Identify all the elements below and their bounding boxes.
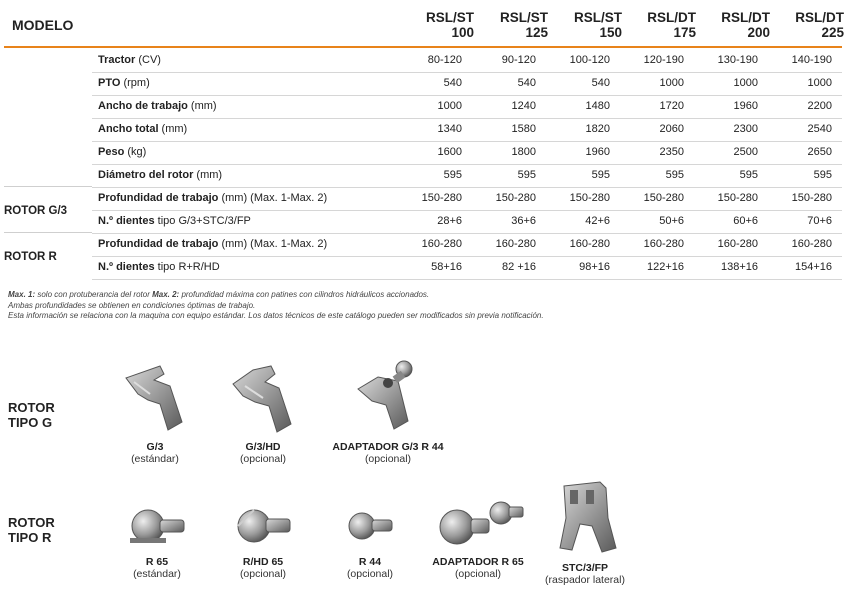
table-cell: 42+6 <box>585 215 610 227</box>
table-cell: 140-190 <box>791 54 832 66</box>
group-divider <box>4 232 92 233</box>
table-cell: 1800 <box>511 146 536 158</box>
table-cell: 595 <box>443 169 462 181</box>
row-label: Profundidad de trabajo (mm) (Max. 1-Max. 2) <box>98 238 328 250</box>
table-cell: 595 <box>665 169 684 181</box>
row-label: Tractor (CV) <box>98 54 161 66</box>
table-cell: 1960 <box>585 146 610 158</box>
table-cell: 1000 <box>807 77 832 89</box>
group-label-rotor-r: ROTOR R <box>4 251 57 263</box>
group-label-rotor-g3: ROTOR G/3 <box>4 205 68 217</box>
table-cell: 36+6 <box>511 215 536 227</box>
tool-item <box>418 495 538 580</box>
table-row <box>92 187 842 211</box>
tool-item <box>218 360 308 465</box>
tool-name: STC/3/FP <box>561 562 609 574</box>
g3-tooth-icon <box>120 360 190 435</box>
tool-name: ADAPTADOR R 65 <box>432 556 524 568</box>
tool-desc: (opcional) <box>346 568 394 580</box>
table-cell: 154+16 <box>794 261 832 273</box>
tool-desc: (opcional) <box>239 453 287 465</box>
table-cell: 160-280 <box>791 238 832 250</box>
footnote-line: Max. 1: solo con protuberancia del rotor Max. 2: profundidad máxima con patines con cilindros hidráulicos accionados. <box>8 290 430 299</box>
row-label: Profundidad de trabajo (mm) (Max. 1-Max. 2) <box>98 192 328 204</box>
tool-name: ADAPTADOR G/3 R 44 <box>332 441 444 453</box>
table-cell: 150-280 <box>495 192 536 204</box>
r65-tooth-icon <box>122 500 192 550</box>
table-cell: 150-280 <box>569 192 610 204</box>
adapter-g3-icon <box>348 355 428 435</box>
footnotes <box>8 290 544 322</box>
tool-item <box>533 478 637 586</box>
table-row <box>92 141 842 165</box>
tool-name: R 65 <box>145 556 169 568</box>
table-cell: 150-280 <box>421 192 462 204</box>
table-cell: 1340 <box>437 123 462 135</box>
table-cell: 80-120 <box>427 54 462 66</box>
row-label: Ancho de trabajo (mm) <box>98 100 217 112</box>
g3hd-tooth-icon <box>227 360 299 435</box>
table-cell: 2650 <box>807 146 832 158</box>
table-cell: 1580 <box>511 123 536 135</box>
tool-item <box>318 355 458 465</box>
table-cell: 540 <box>517 77 536 89</box>
table-cell: 2200 <box>807 100 832 112</box>
modelo-label: MODELO <box>12 17 74 33</box>
tool-desc: (opcional) <box>454 568 502 580</box>
row-label: Peso (kg) <box>98 146 147 158</box>
table-cell: 120-190 <box>643 54 684 66</box>
rhd65-tooth-icon <box>228 500 298 550</box>
table-cell: 160-280 <box>643 238 684 250</box>
table-row <box>92 49 842 73</box>
table-row <box>92 72 842 96</box>
tool-item <box>110 360 200 465</box>
model-column-header: RSL/DT 175 <box>647 10 696 40</box>
table-cell: 138+16 <box>720 261 758 273</box>
table-cell: 540 <box>591 77 610 89</box>
model-column-header: RSL/ST 150 <box>573 10 622 40</box>
table-row <box>92 256 842 280</box>
table-cell: 90-120 <box>501 54 536 66</box>
table-cell: 1960 <box>733 100 758 112</box>
table-cell: 28+6 <box>437 215 462 227</box>
tool-desc: (raspador lateral) <box>545 574 625 586</box>
table-cell: 1480 <box>585 100 610 112</box>
row-label: N.º dientes tipo R+R/HD <box>98 261 220 273</box>
table-cell: 595 <box>739 169 758 181</box>
table-cell: 70+6 <box>807 215 832 227</box>
tool-desc: (opcional) <box>364 453 412 465</box>
table-cell: 150-280 <box>791 192 832 204</box>
footnote-line: Ambas profundidades se obtienen en condiciones óptimas de trabajo. <box>8 300 256 310</box>
table-row <box>92 164 842 188</box>
table-cell: 60+6 <box>733 215 758 227</box>
table-cell: 595 <box>813 169 832 181</box>
table-cell: 1000 <box>437 100 462 112</box>
table-cell: 150-280 <box>717 192 758 204</box>
tool-desc: (estándar) <box>131 453 179 465</box>
row-label: PTO (rpm) <box>98 77 150 89</box>
tool-item <box>112 500 202 580</box>
model-column-header: RSL/DT 200 <box>721 10 770 40</box>
table-cell: 2300 <box>733 123 758 135</box>
table-row <box>92 210 842 234</box>
table-cell: 2540 <box>807 123 832 135</box>
table-cell: 122+16 <box>646 261 684 273</box>
row-label: Ancho total (mm) <box>98 123 188 135</box>
table-cell: 100-120 <box>569 54 610 66</box>
table-cell: 2350 <box>659 146 684 158</box>
stc-scraper-icon <box>550 478 620 556</box>
table-cell: 58+16 <box>431 261 462 273</box>
row-label: N.º dientes tipo G/3+STC/3/FP <box>98 215 251 227</box>
footnote-line: Esta información se relaciona con la maquina con equipo estándar. Los datos técnicos de este catálogo pueden ser modificados sin previa notificación. <box>8 311 544 320</box>
table-cell: 98+16 <box>579 261 610 273</box>
model-column-header: RSL/ST 125 <box>499 10 548 40</box>
adapter-r65-icon <box>431 495 526 550</box>
table-cell: 540 <box>443 77 462 89</box>
tool-name: G/3/HD <box>245 441 281 453</box>
model-column-header: RSL/DT 225 <box>795 10 844 40</box>
table-cell: 160-280 <box>717 238 758 250</box>
table-cell: 1000 <box>659 77 684 89</box>
table-cell: 160-280 <box>495 238 536 250</box>
table-cell: 1820 <box>585 123 610 135</box>
table-cell: 150-280 <box>643 192 684 204</box>
group-divider <box>4 186 92 187</box>
tool-item <box>330 500 410 580</box>
row-label: Diámetro del rotor (mm) <box>98 169 223 181</box>
section-title-rotor-g: ROTOR TIPO G <box>8 400 55 430</box>
table-cell: 1600 <box>437 146 462 158</box>
tool-name: R 44 <box>358 556 382 568</box>
tool-item <box>218 500 308 580</box>
tool-name: G/3 <box>146 441 164 453</box>
table-cell: 160-280 <box>421 238 462 250</box>
tool-name: R/HD 65 <box>242 556 284 568</box>
table-cell: 160-280 <box>569 238 610 250</box>
table-cell: 1000 <box>733 77 758 89</box>
table-cell: 82 +16 <box>502 261 536 273</box>
table-cell: 130-190 <box>717 54 758 66</box>
tool-desc: (estándar) <box>133 568 181 580</box>
table-cell: 1240 <box>511 100 536 112</box>
table-cell: 2500 <box>733 146 758 158</box>
table-header <box>4 8 842 48</box>
table-row <box>92 233 842 257</box>
table-cell: 50+6 <box>659 215 684 227</box>
table-cell: 595 <box>517 169 536 181</box>
section-title-rotor-r: ROTOR TIPO R <box>8 515 55 545</box>
tool-desc: (opcional) <box>239 568 287 580</box>
table-row <box>92 95 842 119</box>
model-column-header: RSL/ST 100 <box>425 10 474 40</box>
r44-tooth-icon <box>340 500 400 550</box>
table-cell: 595 <box>591 169 610 181</box>
table-cell: 1720 <box>659 100 684 112</box>
table-cell: 2060 <box>659 123 684 135</box>
table-row <box>92 118 842 142</box>
